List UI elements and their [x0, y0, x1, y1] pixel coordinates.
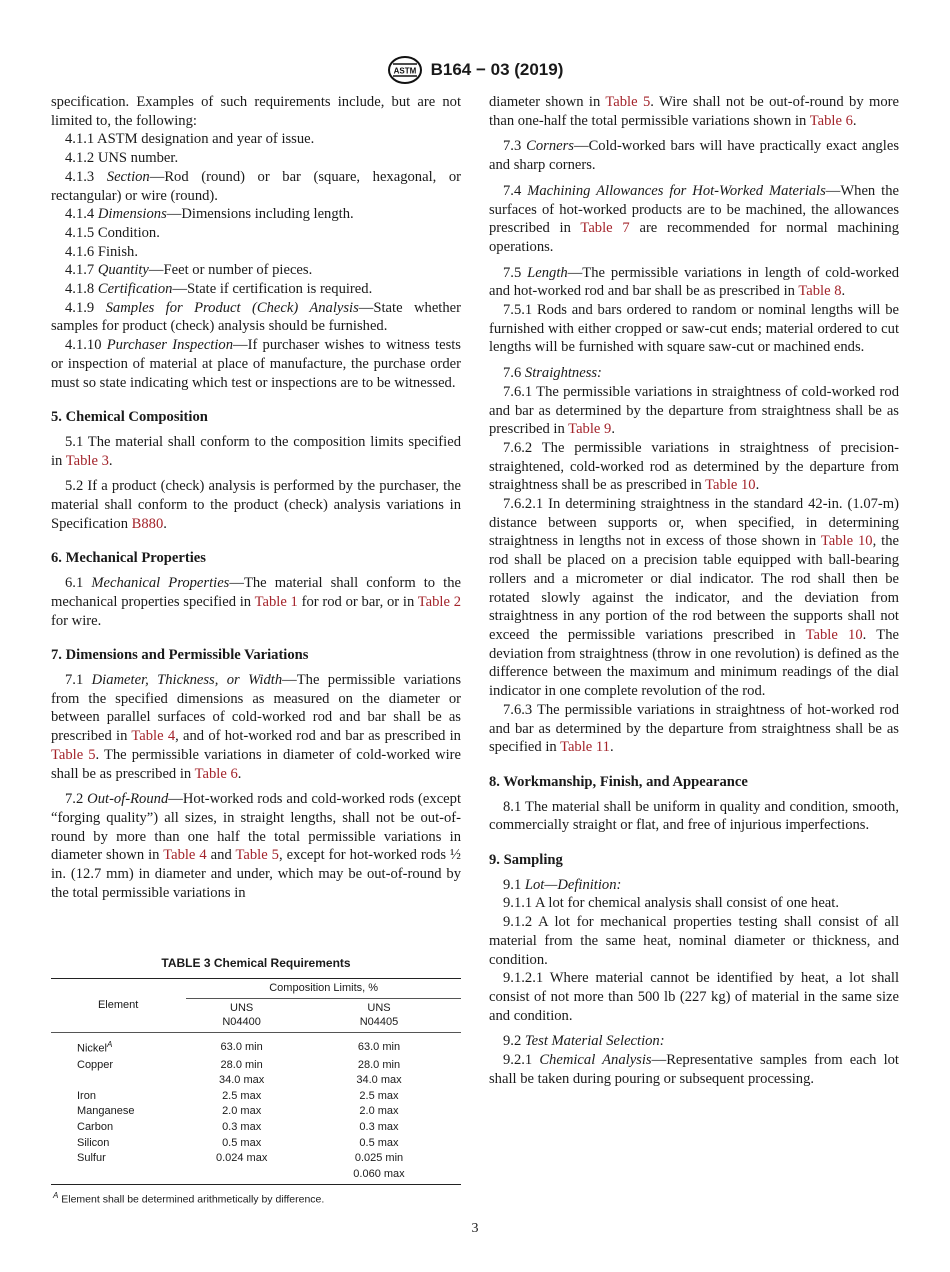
table-row: Iron 2.5 max 2.5 max [77, 1089, 399, 1102]
item-4-1-7: 4.1.7 Quantity—Feet or number of pieces. [65, 262, 313, 279]
item-4-1-6: 4.1.6 Finish. [65, 243, 138, 260]
paragraph-4-1-intro: specification. Examples of such requirements include, but are not limited to, the following: [51, 94, 461, 129]
astm-logo [387, 55, 423, 85]
paragraph-6-1: 6.1 Mechanical Properties—The material shall conform to the mechanical properties specified in Table 1 for rod or bar, or in Table 2 for wire. [51, 575, 462, 629]
table-3-footnote: $^A$ Element shall be determined arithmetically by difference. [53, 1191, 325, 1206]
table-row: 0.060 max [51, 1167, 461, 1185]
paragraph-7-6-2: 7.6.2 The permissible variations in straightness of precision-straightened, cold-worked rod as determined by the departure from straightness shall be as prescribed in Table 10. [489, 439, 899, 494]
link-table-6[interactable]: Table 6 [809, 112, 853, 129]
uns-n04400-header: UNS N04400 [222, 1002, 261, 1028]
link-table-3[interactable]: Table 3 [65, 452, 109, 469]
link-table-9[interactable]: Table 9 [568, 421, 612, 438]
link-b880[interactable]: B880 [131, 515, 164, 532]
link-table-5[interactable]: Table 5 [51, 746, 96, 763]
table-row: Silicon 0.5 max 0.5 max [77, 1136, 399, 1149]
astm-logo-text: ASTM [393, 66, 416, 76]
link-table-10[interactable]: Table 10 [805, 626, 863, 643]
table-row: Manganese 2.0 max 2.0 max [77, 1105, 399, 1118]
link-table-8[interactable]: Table 8 [798, 283, 842, 300]
paragraph-8-1: 8.1 The material shall be uniform in quality and condition, smooth, commercially straight or flat, and free of injurious imperfections. [489, 798, 899, 834]
paragraph-7-5: 7.5 Length—The permissible variations in length of cold-worked and hot-worked rod and bar shall be as prescribed in Table 8. [489, 264, 899, 300]
link-table-5[interactable]: Table 5 [235, 847, 279, 864]
paragraph-9-1-1: 9.1.1 A lot for chemical analysis shall consist of one heat. [503, 895, 839, 912]
paragraph-9-2: 9.2 Test Material Selection: [503, 1033, 665, 1050]
page-header [0, 55, 950, 85]
paragraph-7-6-3: 7.6.3 The permissible variations in straightness of hot-worked rod and bar as determined by the departure from straightness shall be as specified in Table 11. [489, 701, 899, 756]
section-9-heading: 9. Sampling [489, 852, 563, 869]
paragraph-7-6-2-1: 7.6.2.1 In determining straightness in the standard 42-in. (1.07-m) distance between supports or, when specified, in determining straightness in lengths not in excess of those shown in Table 10, the rod shall be placed on a precision table equipped with ball-bearing rollers and a micrometer or dial indicator. The rod shall then be rotated slowly against the indicator, and the deviation from straightness in any portion of the rod between the supports shall not exceed the permissible variations prescribed in Table 10. The deviation from straightness (throw in one revolution) is defined as the difference between the maximum and minimum readings of the dial indicator in one complete revolution of the rod. [489, 496, 899, 700]
paragraph-9-1: 9.1 Lot—Definition: [503, 876, 622, 893]
paragraph-7-1: 7.1 Diameter, Thickness, or Width—The permissible variations from the specified dimensions as measured on the diameter or between parallel surfaces of cold-worked rod and bar shall be as prescribed in Table 4, and of hot-worked rod and bar as prescribed in Table 5. The permissible variations in diameter of cold-worked wire shall be as prescribed in Table 6. [51, 671, 461, 782]
document-designation: B164 − 03 (2019) [430, 60, 564, 79]
link-table-2[interactable]: Table 2 [417, 593, 461, 610]
left-column [51, 93, 461, 902]
paragraph-5-1: 5.1 The material shall conform to the composition limits specified in Table 3. [51, 433, 461, 469]
paragraph-7-4: 7.4 Machining Allowances for Hot-Worked Materials—When the surfaces of hot-worked products are to be machined, the allowances prescribed in Table 7 are recommended for normal machining operations. [489, 182, 899, 255]
table-row: Carbon 0.3 max 0.3 max [77, 1121, 399, 1133]
section-5-heading: 5. Chemical Composition [51, 409, 208, 426]
section-6-heading: 6. Mechanical Properties [51, 550, 206, 567]
table-3-caption: TABLE 3 Chemical Requirements [161, 956, 351, 970]
right-column [489, 93, 899, 1088]
paragraph-5-2: 5.2 If a product (check) analysis is performed by the purchaser, the material shall conform to the product (check) analysis variations in Specification B880. [51, 478, 461, 532]
table-row: Sulfur 0.024 max 0.025 min [77, 1152, 404, 1165]
item-4-1-10: 4.1.10 Purchaser Inspection—If purchaser wishes to witness tests or inspection of material at place of manufacture, the purchase order must so state indicating which test or inspections are to be witnessed. [51, 337, 461, 391]
item-4-1-9: 4.1.9 Samples for Product (Check) Analysis—State whether samples for product (check) analysis should be furnished. [51, 299, 461, 335]
link-table-6[interactable]: Table 6 [194, 765, 238, 782]
paragraph-7-2: 7.2 Out-of-Round—Hot-worked rods and cold-worked rods (except “forging quality”) all sizes, in straight lengths, shall not be out-of-round by more than one half the total permissible variations in diameter shown in Table 4 and Table 5, except for hot-worked rods ½ in. (12.7 mm) in diameter and under, which may be out-of-round by the total permissible variations in [51, 791, 462, 901]
table-3 [51, 957, 461, 1207]
item-4-1-2: 4.1.2 UNS number. [65, 150, 179, 167]
item-4-1-5: 4.1.5 Condition. [65, 224, 160, 241]
link-table-5[interactable]: Table 5 [605, 94, 651, 110]
item-4-1-3: 4.1.3 Section—Rod (round) or bar (square, hexagonal, or rectangular) or wire (round). [51, 168, 461, 204]
uns-n04405-header: UNS N04405 [359, 1002, 399, 1028]
link-table-7[interactable]: Table 7 [580, 220, 630, 237]
composition-group-header: Composition Limits, % [186, 978, 461, 999]
link-table-1[interactable]: Table 1 [254, 593, 298, 610]
paragraph-9-1-2: 9.1.2 A lot for mechanical properties testing shall consist of all material from the same heat, nominal diameter or thickness, and condition. [489, 914, 899, 968]
paragraph-7-6-1: 7.6.1 The permissible variations in straightness of cold-worked rod and bar as determined by the departure from straightness shall be as prescribed in Table 9. [489, 383, 899, 438]
paragraph-9-1-2-1: 9.1.2.1 Where material cannot be identified by heat, a lot shall consist of not more than 500 lb (227 kg) of material in the same size and condition. [489, 970, 899, 1024]
link-table-10[interactable]: Table 10 [705, 477, 756, 494]
section-8-heading: 8. Workmanship, Finish, and Appearance [489, 773, 748, 790]
paragraph-7-3: 7.3 Corners—Cold-worked bars will have practically exact angles and sharp corners. [489, 138, 900, 174]
item-4-1-8: 4.1.8 Certification—State if certification is required. [65, 281, 373, 298]
table-row: 34.0 max 34.0 max [219, 1074, 402, 1087]
item-4-1-4: 4.1.4 Dimensions—Dimensions including length. [65, 206, 354, 223]
link-table-10[interactable]: Table 10 [820, 533, 873, 550]
paragraph-7-6: 7.6 Straightness: [503, 365, 602, 382]
table-row: Copper 28.0 min 28.0 min [77, 1058, 401, 1071]
item-4-1-1: 4.1.1 ASTM designation and year of issue. [65, 131, 315, 148]
paragraph-7-2-continued: diameter shown in Table 5. Wire shall not be out-of-round by more than one-half the total permissible variations shown in Table 6. [489, 94, 899, 129]
link-table-4[interactable]: Table 4 [163, 847, 207, 864]
section-7-heading: 7. Dimensions and Permissible Variations [51, 647, 309, 664]
paragraph-9-2-1: 9.2.1 Chemical Analysis—Representative samples from each lot shall be taken during pouring or subsequent processing. [489, 1052, 899, 1087]
paragraph-7-5-1: 7.5.1 Rods and bars ordered to random or nominal lengths will be furnished with either cropped or saw-cut ends; material ordered to cut lengths will be furnished with square saw-cut or machined ends. [489, 302, 899, 356]
page-number: 3 [471, 1221, 479, 1236]
link-table-11[interactable]: Table 11 [560, 739, 610, 756]
link-table-4[interactable]: Table 4 [131, 728, 176, 745]
element-column-header: Element [51, 978, 186, 1033]
table-row: Nickel$^A$ 63.0 min 63.0 min [77, 1040, 401, 1056]
